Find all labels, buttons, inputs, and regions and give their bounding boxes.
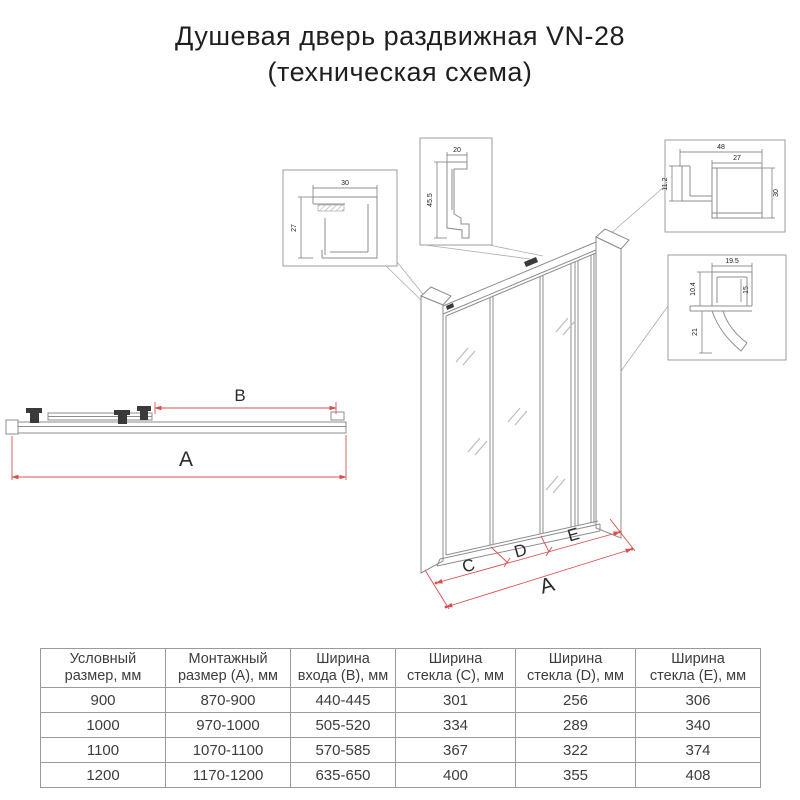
top-bracket-total-width-dim: 48	[717, 144, 725, 151]
page-title	[0, 18, 800, 90]
track-left-cap	[6, 420, 18, 434]
sizes-table	[40, 648, 761, 788]
track-right-stop	[331, 412, 344, 420]
top-rail	[443, 242, 596, 314]
bottom-guide-flap-height-dim: 21	[692, 328, 699, 336]
door-technical-drawing	[0, 100, 800, 640]
wall-profile-height-dim: 27	[291, 224, 298, 232]
bottom-guide-inner-height-dim: 15	[743, 286, 750, 294]
header-glass-e: Ширина стекла (Е), мм	[636, 649, 761, 688]
table-row: 1200 1170-1200 635-650 400 355 408	[41, 763, 761, 788]
bottom-guide-width-dim: 19.5	[725, 258, 739, 265]
top-bracket-tube-height-dim: 30	[773, 189, 780, 197]
left-wall-post	[421, 296, 443, 573]
dim-label-a-plan: A	[178, 448, 194, 471]
top-rail-width-dim: 20	[453, 147, 461, 154]
table-header-row	[41, 649, 761, 688]
title-line2: (техническая схема)	[267, 57, 533, 87]
track-plan-view	[6, 386, 346, 480]
fixed-panel-edge	[591, 254, 594, 524]
table-row: 1000 970-1000 505-520 334 289 340	[41, 713, 761, 738]
bottom-guide-upper-height-dim: 10.4	[690, 282, 697, 296]
header-mounting-size: Монтажный размер (А), мм	[166, 649, 291, 688]
dim-label-e: E	[565, 524, 582, 546]
panel-divider-1	[490, 296, 493, 545]
glass-reflections	[456, 318, 575, 493]
top-bracket-detail-box	[662, 140, 785, 232]
header-entry-width: Ширина входа (В), мм	[291, 649, 396, 688]
header-glass-c: Ширина стекла (С), мм	[396, 649, 516, 688]
dim-label-a-door: A	[537, 572, 558, 599]
door-dimensions	[425, 519, 635, 609]
track-bar	[14, 422, 346, 433]
panel-divider-2	[540, 275, 543, 534]
bottom-guide-detail-box	[668, 255, 786, 360]
dim-label-d: D	[511, 539, 530, 562]
dim-label-b: B	[234, 386, 246, 405]
table-row: 900 870-900 440-445 301 256 306	[41, 688, 761, 713]
title-line1: Душевая дверь раздвижная VN-28	[175, 21, 625, 51]
wall-profile-detail-box	[283, 170, 397, 266]
header-glass-d: Ширина стекла (D), мм	[516, 649, 636, 688]
top-rail-detail-box	[420, 138, 492, 245]
wall-profile-width-dim: 30	[341, 180, 349, 187]
door-perspective-view	[421, 229, 629, 573]
table-row: 1100 1070-1100 570-585 367 322 374	[41, 738, 761, 763]
dim-label-c: C	[459, 554, 478, 577]
top-bracket-hook-height-dim: 11.2	[662, 177, 669, 191]
top-rail-height-dim: 45.5	[427, 193, 434, 207]
right-wall-post	[596, 237, 621, 538]
header-nominal-size: Условный размер, мм	[41, 649, 166, 688]
top-bracket-tube-width-dim: 27	[733, 155, 741, 162]
panel-divider-3	[571, 261, 578, 528]
